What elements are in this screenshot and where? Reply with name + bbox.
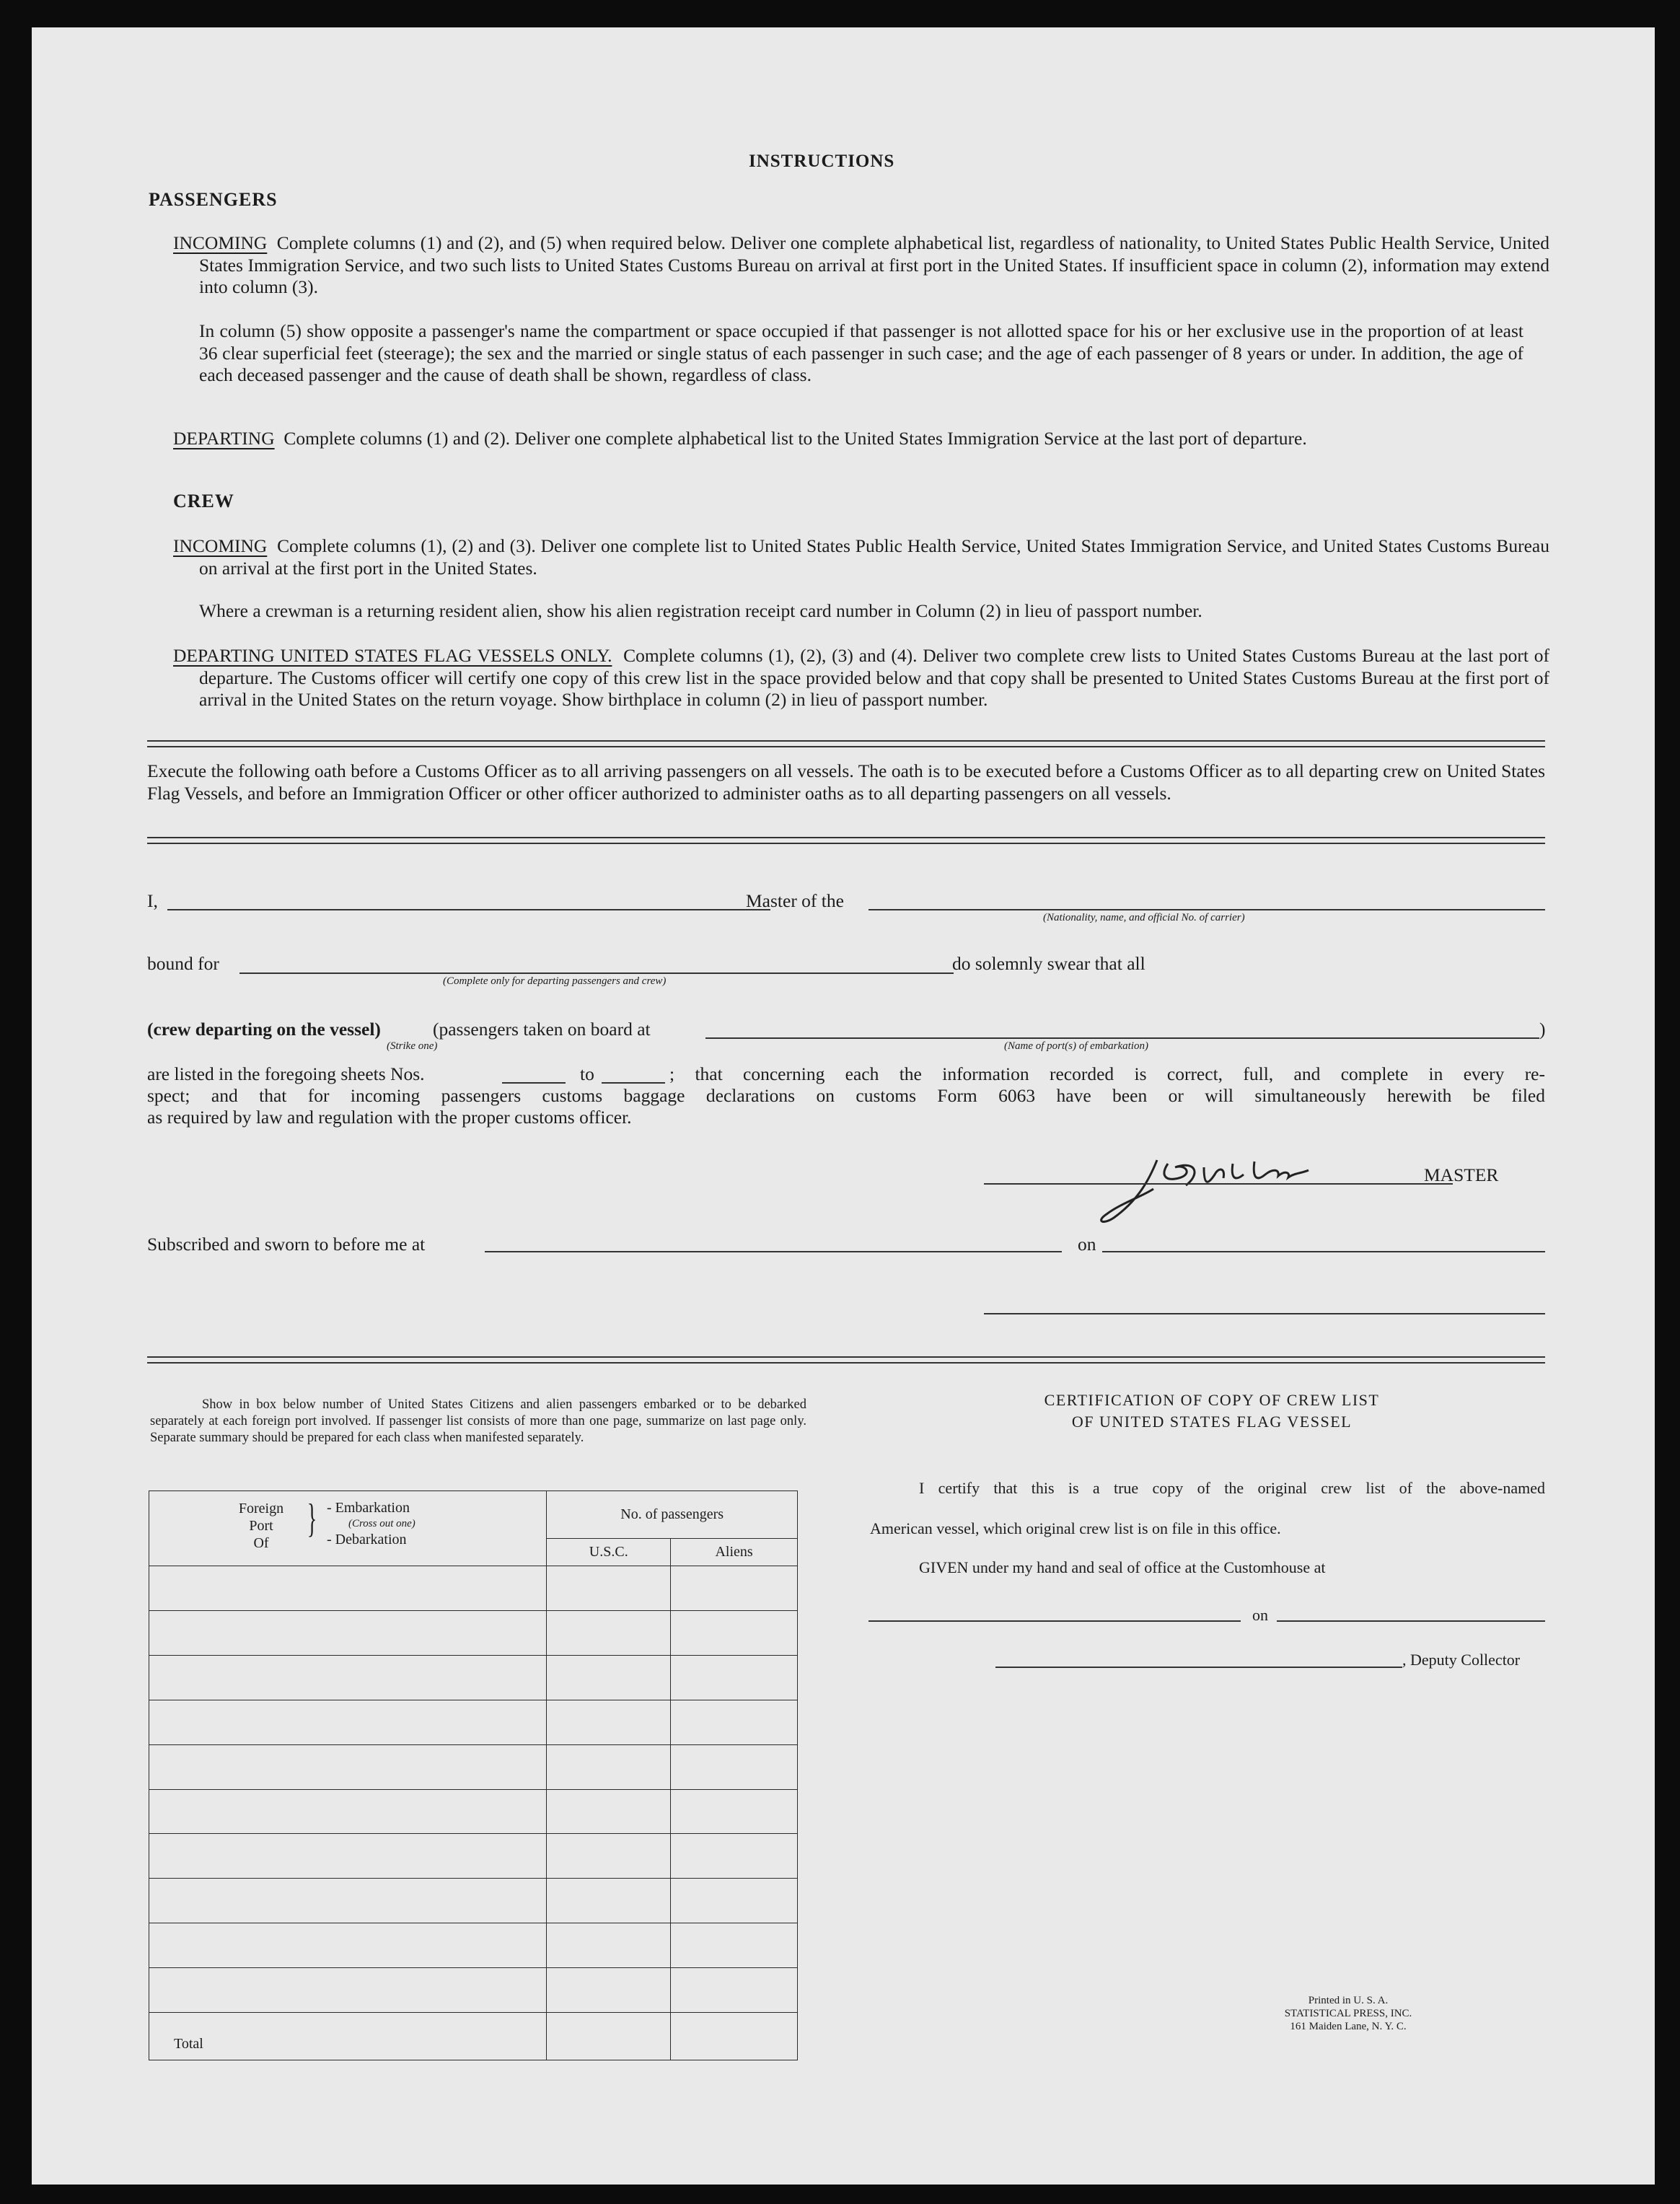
oath-intro: Execute the following oath before a Customs Officer as to all arriving passengers on all vessels. The oath is to be executed before a Customs Officer as to all departing crew on United States Flag Vessels, and before an Immigration Officer or other officer authorized to administer oaths as to all departing passengers on all vessels.	[147, 760, 1545, 804]
usc-cell[interactable]	[547, 1656, 671, 1700]
bound-for-label: bound for	[147, 953, 219, 974]
master-signature	[1070, 1146, 1345, 1232]
usc-cell[interactable]	[547, 1834, 671, 1879]
port-cell[interactable]	[149, 1967, 547, 2012]
crew-departing-label: DEPARTING UNITED STATES FLAG VESSELS ONLY.	[173, 645, 612, 666]
total-usc-cell[interactable]	[547, 2012, 671, 2060]
deputy-collector-signature-field[interactable]	[995, 1667, 1402, 1668]
port-cell[interactable]	[149, 1611, 547, 1656]
passengers-taken-option[interactable]: (passengers taken on board at	[433, 1019, 651, 1040]
port-cell[interactable]	[149, 1789, 547, 1834]
aliens-cell[interactable]	[671, 1834, 798, 1879]
aliens-cell[interactable]	[671, 1789, 798, 1834]
oath-divider	[147, 837, 1545, 844]
certification-text-1: I certify that this is a true copy of the original crew list of the above-named	[919, 1479, 1545, 1497]
foreign-port-label: Foreign Port Of	[238, 1501, 284, 1551]
aliens-cell[interactable]	[671, 1923, 798, 1968]
passengers-incoming-text: Complete columns (1) and (2), and (5) when required below. Deliver one complete alphabetical list, regardless of nationality, to United States Public Health Service, United States Immigration Service, and two such lists to United States Customs Bureau on arrival at first port in the United States. If insufficient space in column (2), information may extend into column (3).	[199, 232, 1549, 297]
master-name-field[interactable]	[167, 909, 770, 910]
ports-caption: (Name of port(s) of embarkation)	[1004, 1040, 1148, 1052]
form-page	[32, 27, 1655, 2185]
usc-cell[interactable]	[547, 1611, 671, 1656]
cert-date-field[interactable]	[1277, 1620, 1545, 1622]
certification-title: CERTIFICATION OF COPY OF CREW LIST OF UNITED STATES FLAG VESSEL	[1044, 1391, 1380, 1431]
listed-text-4: as required by law and regulation with the proper customs officer.	[147, 1107, 632, 1128]
passengers-column5-paragraph: In column (5) show opposite a passenger's name the compartment or space occupied if that passenger is not allotted space for his or her exclusive use in the proportion of at least 36 clear superficial feet (steerage); the sex and the married or single status of each passenger in such case; and the age of each passenger of 8 years or under. In addition, the age of each deceased passenger and the cause of death shall be shown, regardless of class.	[199, 320, 1523, 385]
deputy-collector-label: , Deputy Collector	[1402, 1651, 1521, 1669]
section-divider	[147, 740, 1545, 747]
customhouse-field[interactable]	[868, 1620, 1241, 1622]
passengers-incoming-label: INCOMING	[173, 232, 268, 253]
passenger-summary-table	[149, 1490, 798, 2060]
usc-cell[interactable]	[547, 1967, 671, 2012]
port-cell[interactable]	[149, 1923, 547, 1968]
subscribed-label: Subscribed and sworn to before me at	[147, 1234, 426, 1255]
certification-text-3: GIVEN under my hand and seal of office at the Customhouse at	[919, 1558, 1326, 1576]
total-label: Total	[149, 2012, 547, 2060]
port-cell[interactable]	[149, 1744, 547, 1789]
to-label: to	[580, 1063, 594, 1084]
bound-for-field[interactable]	[239, 973, 954, 974]
crew-incoming-label: INCOMING	[173, 535, 268, 556]
master-of-label: Master of the	[746, 890, 844, 911]
usc-header: U.S.C.	[547, 1539, 671, 1566]
brace-glyph: }	[307, 1496, 317, 1541]
signature-line[interactable]	[984, 1183, 1453, 1185]
foreign-port-header	[149, 1491, 547, 1566]
aliens-cell[interactable]	[671, 1700, 798, 1744]
crew-departing-option[interactable]: (crew departing on the vessel)	[147, 1019, 381, 1040]
aliens-cell[interactable]	[671, 1744, 798, 1789]
crew-departing-text: Complete columns (1), (2), (3) and (4). Deliver two complete crew lists to United States Customs Bureau at the last port of departure. The Customs officer will certify one copy of this crew list in the space provided below and that copy shall be presented to United States Customs Bureau at the first port of arrival in the United States on the return voyage. Show birthplace in column (2) in lieu of passport number.	[199, 645, 1549, 710]
printer-imprint: Printed in U. S. A. STATISTICAL PRESS, INC. 161 Maiden Lane, N. Y. C.	[1284, 1995, 1412, 2032]
instructions-title: INSTRUCTIONS	[749, 152, 895, 171]
usc-cell[interactable]	[547, 1789, 671, 1834]
lower-divider	[147, 1356, 1545, 1364]
passengers-incoming-paragraph	[173, 232, 1549, 299]
aliens-cell[interactable]	[671, 1611, 798, 1656]
usc-cell[interactable]	[547, 1923, 671, 1968]
bound-caption: (Complete only for departing passengers and crew)	[443, 975, 667, 987]
swear-label: do solemnly swear that all	[952, 953, 1145, 974]
usc-cell[interactable]	[547, 1744, 671, 1789]
port-cell[interactable]	[149, 1566, 547, 1611]
ports-field[interactable]	[705, 1037, 1539, 1039]
crew-resident-paragraph: Where a crewman is a returning resident alien, show his alien registration receipt card number in Column (2) in lieu of passport number.	[199, 600, 1202, 621]
no-of-passengers-header: No. of passengers	[547, 1491, 798, 1539]
listed-text-2: ; that concerning each the information recorded is correct, full, and complete in every re-	[669, 1063, 1545, 1084]
certification-text-2: American vessel, which original crew list is on file in this office.	[870, 1519, 1281, 1537]
crew-heading: CREW	[173, 491, 234, 512]
nationality-caption: (Nationality, name, and official No. of carrier)	[1043, 912, 1245, 923]
passengers-heading: PASSENGERS	[149, 189, 278, 210]
sheet-to-field[interactable]	[602, 1082, 665, 1084]
port-cell[interactable]	[149, 1834, 547, 1879]
listed-text-3: spect; and that for incoming passengers customs baggage declarations on customs Form 6063 have been or will simultaneously herewith be filed	[147, 1085, 1545, 1106]
officer-signature-field[interactable]	[984, 1313, 1545, 1314]
close-paren: )	[1539, 1019, 1546, 1040]
listed-text-1: are listed in the foregoing sheets Nos.	[147, 1063, 425, 1084]
total-aliens-cell[interactable]	[671, 2012, 798, 2060]
usc-cell[interactable]	[547, 1700, 671, 1744]
port-cell[interactable]	[149, 1879, 547, 1923]
crew-incoming-text: Complete columns (1), (2) and (3). Deliver one complete list to United States Public Health Service, United States Immigration Service, and United States Customs Bureau on arrival at the first port in the United States.	[199, 535, 1550, 579]
usc-cell[interactable]	[547, 1879, 671, 1923]
sworn-place-field[interactable]	[485, 1251, 1062, 1252]
cert-on-label: on	[1252, 1606, 1268, 1624]
strike-caption: (Strike one)	[387, 1040, 438, 1052]
crew-incoming-paragraph	[173, 535, 1549, 579]
aliens-header: Aliens	[671, 1539, 798, 1566]
summary-note: Show in box below number of United States Citizens and alien passengers embarked or to be debarked separately at each foreign port involved. If passenger list consists of more than one page, summarize on last page only. Separate summary should be prepared for each class when manifested separately.	[150, 1397, 806, 1445]
sworn-date-field[interactable]	[1102, 1251, 1545, 1252]
usc-cell[interactable]	[547, 1566, 671, 1611]
passengers-departing-paragraph	[173, 428, 1549, 450]
aliens-cell[interactable]	[671, 1879, 798, 1923]
port-cell[interactable]	[149, 1700, 547, 1744]
aliens-cell[interactable]	[671, 1566, 798, 1611]
i-label: I,	[147, 890, 158, 911]
embark-debark-labels: - Embarkation (Cross out one) - Debarkation	[327, 1500, 415, 1547]
aliens-cell[interactable]	[671, 1656, 798, 1700]
aliens-cell[interactable]	[671, 1967, 798, 2012]
crew-departing-paragraph	[173, 645, 1549, 711]
port-cell[interactable]	[149, 1656, 547, 1700]
sworn-on-label: on	[1078, 1234, 1096, 1255]
vessel-field[interactable]	[868, 909, 1545, 910]
sheet-from-field[interactable]	[502, 1082, 566, 1084]
passengers-departing-text: Complete columns (1) and (2). Deliver one complete alphabetical list to the United States Immigration Service at the last port of departure.	[283, 428, 1307, 449]
passengers-departing-label: DEPARTING	[173, 428, 275, 449]
master-label: MASTER	[1424, 1164, 1499, 1185]
